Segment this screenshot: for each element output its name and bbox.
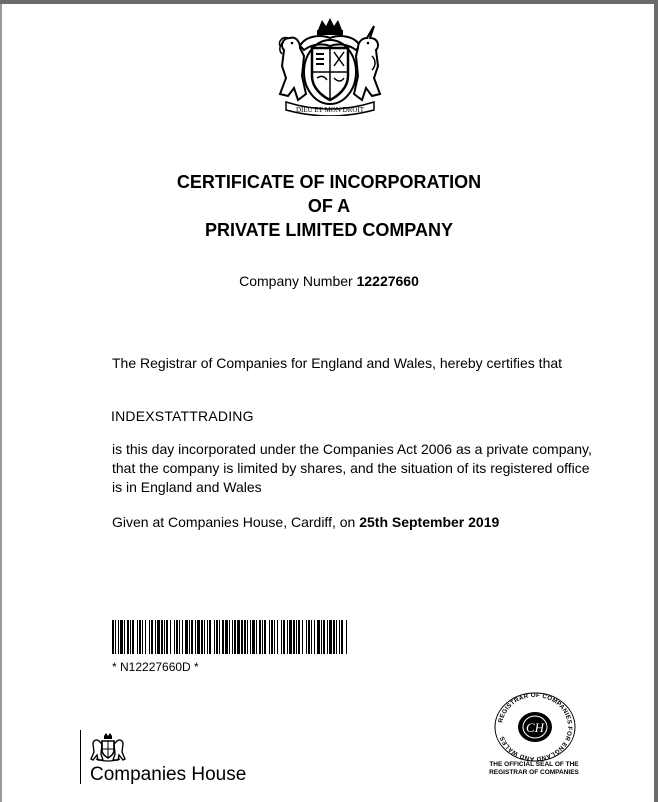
barcode-bar	[327, 620, 328, 654]
barcode-text: * N12227660D *	[112, 660, 199, 674]
barcode-bar	[250, 620, 251, 654]
seal-caption	[478, 761, 590, 777]
company-number	[0, 273, 658, 289]
barcode-bar	[204, 620, 205, 654]
barcode-bar	[234, 620, 236, 654]
seal-caption-line-1: THE OFFICIAL SEAL OF THE	[489, 761, 579, 768]
barcode-bar	[336, 620, 337, 654]
barcode-bar	[259, 620, 261, 654]
barcode-bar	[281, 620, 282, 654]
barcode-bar	[308, 620, 310, 654]
barcode-bar	[112, 620, 114, 654]
barcode-bar	[179, 620, 180, 654]
barcode-bar	[287, 620, 288, 654]
barcode-bar	[189, 620, 190, 654]
company-number-value: 12227660	[356, 273, 419, 289]
title-line-1: CERTIFICATE OF INCORPORATION	[176, 172, 482, 192]
incorporation-date: 25th September 2019	[359, 514, 500, 530]
given-at-text	[112, 513, 592, 532]
barcode-bar	[264, 620, 266, 654]
barcode-bar	[124, 620, 125, 654]
barcode-bar	[321, 620, 322, 654]
royal-coat-of-arms-icon	[270, 16, 390, 116]
barcode	[112, 620, 348, 654]
barcode-bar	[241, 620, 243, 654]
barcode-bar	[216, 620, 218, 654]
barcode-bar	[155, 620, 156, 654]
barcode-bar	[232, 620, 233, 654]
company-name: INDEXSTATTRADING	[111, 408, 254, 424]
seal-caption-line-2: REGISTRAR OF COMPANIES	[489, 769, 579, 776]
barcode-bar	[118, 620, 119, 654]
barcode-bar	[314, 620, 315, 654]
barcode-bar	[269, 620, 270, 654]
barcode-bar	[209, 620, 211, 654]
barcode-bar	[120, 620, 123, 654]
barcode-bar	[283, 620, 285, 654]
barcode-bar	[262, 620, 263, 654]
barcode-bar	[339, 620, 340, 654]
company-number-label: Company Number	[239, 273, 353, 289]
barcode-bar	[201, 620, 203, 654]
barcode-bar	[222, 620, 224, 654]
barcode-bar	[207, 620, 208, 654]
title-line-2: OF A	[307, 196, 351, 216]
barcode-bar	[127, 620, 129, 654]
page-edge-left	[0, 4, 2, 802]
barcode-bar	[182, 620, 183, 654]
barcode-bar	[237, 620, 240, 654]
barcode-bar	[176, 620, 178, 654]
barcode-bar	[302, 620, 303, 654]
barcode-bar	[317, 620, 320, 654]
barcode-bar	[185, 620, 188, 654]
registrar-seal	[492, 692, 578, 762]
barcode-bar	[271, 620, 273, 654]
barcode-bar	[197, 620, 200, 654]
barcode-bar	[289, 620, 292, 654]
companies-house-wordmark: Companies House	[90, 764, 247, 785]
barcode-bar	[277, 620, 278, 654]
barcode-bar	[293, 620, 295, 654]
barcode-bar	[346, 620, 347, 654]
barcode-bar	[115, 620, 116, 654]
barcode-bar	[151, 620, 153, 654]
companies-house-divider	[80, 730, 81, 784]
barcode-bar	[229, 620, 230, 654]
barcode-bar	[149, 620, 150, 654]
barcode-bar	[170, 620, 171, 654]
barcode-bar	[341, 620, 343, 654]
barcode-bar	[142, 620, 143, 654]
barcode-bar	[298, 620, 300, 654]
incorporation-text: is this day incorporated under the Companies Act 2006 as a private company, that the company is limited by shares, and the situation of its registered office is in England and Wales	[112, 441, 592, 495]
barcode-bar	[166, 620, 168, 654]
companies-house-crest-icon	[90, 732, 126, 762]
barcode-bar	[323, 620, 325, 654]
page-edge-right	[654, 4, 658, 802]
barcode-bar	[219, 620, 220, 654]
barcode-bar	[247, 620, 248, 654]
barcode-bar	[191, 620, 193, 654]
seal-monogram: CH	[525, 720, 545, 735]
barcode-bar	[145, 620, 146, 654]
barcode-bar	[306, 620, 307, 654]
barcode-bar	[139, 620, 141, 654]
crest-motto: DIEU ET MON DROIT	[295, 106, 365, 114]
barcode-bar	[244, 620, 246, 654]
barcode-bar	[132, 620, 134, 654]
barcode-bar	[225, 620, 228, 654]
given-at-prefix: Given at Companies House, Cardiff, on	[112, 514, 356, 530]
barcode-bar	[329, 620, 332, 654]
title-line-3: PRIVATE LIMITED COMPANY	[204, 220, 453, 240]
barcode-bar	[252, 620, 255, 654]
certifies-text: The Registrar of Companies for England and Wales, hereby certifies that	[112, 355, 563, 371]
barcode-bar	[256, 620, 257, 654]
barcode-bar	[164, 620, 165, 654]
seal-ring-text: REGISTRAR OF COMPANIES FOR ENGLAND AND WALES	[497, 692, 574, 762]
barcode-bar	[195, 620, 196, 654]
barcode-bar	[333, 620, 335, 654]
barcode-bar	[296, 620, 297, 654]
barcode-bar	[174, 620, 175, 654]
barcode-bar	[161, 620, 163, 654]
barcode-bar	[157, 620, 160, 654]
barcode-bar	[311, 620, 312, 654]
barcode-bar	[130, 620, 131, 654]
barcode-bar	[214, 620, 215, 654]
barcode-bar	[137, 620, 138, 654]
barcode-bar	[274, 620, 275, 654]
